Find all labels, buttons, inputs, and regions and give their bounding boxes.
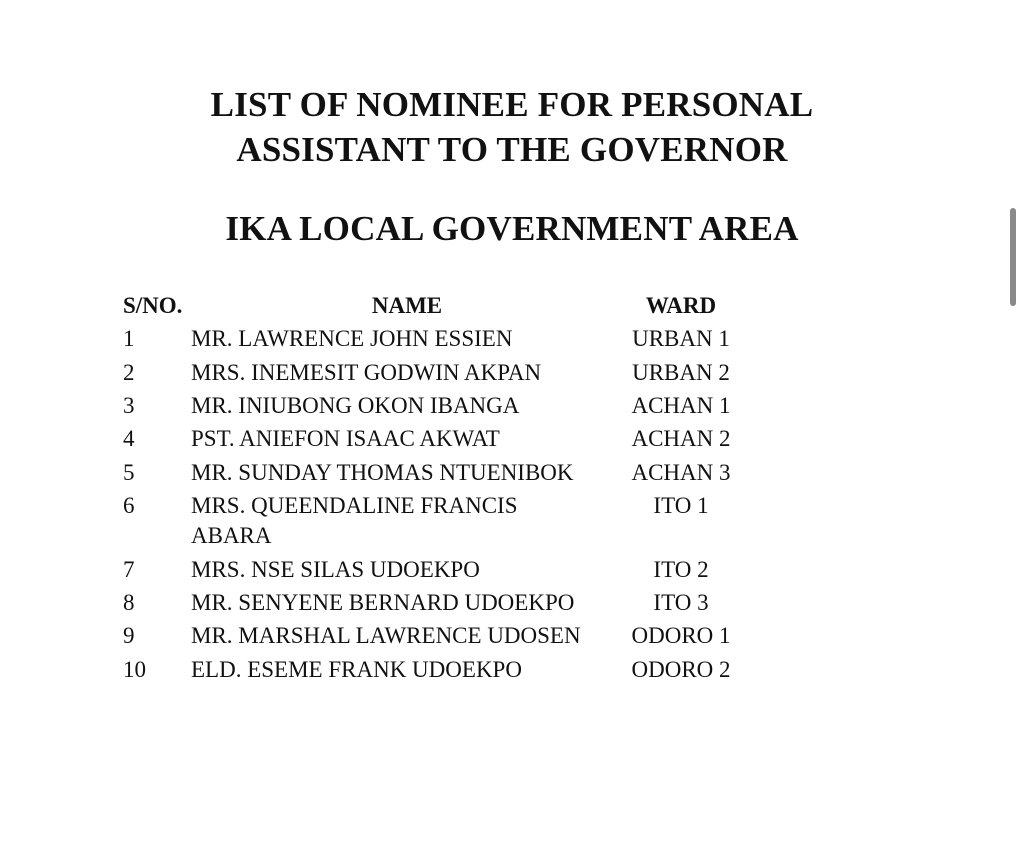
row-sn: 10 [123,657,146,682]
row-ward: ITO 3 [653,590,709,615]
row-sn: 7 [123,557,135,582]
row-sn: 3 [123,393,135,418]
row-name-continuation: ABARA [191,523,272,548]
row-ward: ITO 2 [653,557,709,582]
row-name: MRS. QUEENDALINE FRANCIS [191,493,518,518]
document-title-line-2: ASSISTANT TO THE GOVERNOR [236,130,788,169]
row-name: MR. INIUBONG OKON IBANGA [191,393,520,418]
document-title-line-1: LIST OF NOMINEE FOR PERSONAL [210,85,814,124]
row-ward: ITO 1 [653,493,709,518]
row-ward: URBAN 2 [632,360,730,385]
row-sn: 6 [123,493,135,518]
row-name: MR. LAWRENCE JOHN ESSIEN [191,326,513,351]
row-name: MR. SENYENE BERNARD UDOEKPO [191,590,575,615]
row-ward: ACHAN 3 [631,460,731,485]
row-sn: 2 [123,360,135,385]
header-ward: WARD [645,293,717,318]
document-subtitle: IKA LOCAL GOVERNMENT AREA [225,209,799,248]
row-name: MRS. INEMESIT GODWIN AKPAN [191,360,542,385]
row-sn: 5 [123,460,135,485]
row-ward: ACHAN 2 [631,426,731,451]
row-name: MR. MARSHAL LAWRENCE UDOSEN [191,623,581,648]
row-name: MRS. NSE SILAS UDOEKPO [191,557,480,582]
row-ward: URBAN 1 [632,326,730,351]
row-sn: 4 [123,426,135,451]
row-name: ELD. ESEME FRANK UDOEKPO [191,657,522,682]
row-name: MR. SUNDAY THOMAS NTUENIBOK [191,460,574,485]
header-sn: S/NO. [123,293,183,318]
row-sn: 9 [123,623,135,648]
row-ward: ACHAN 1 [631,393,731,418]
row-ward: ODORO 2 [631,657,731,682]
vertical-scrollbar[interactable] [1010,208,1016,306]
row-sn: 1 [123,326,135,351]
row-sn: 8 [123,590,135,615]
row-ward: ODORO 1 [631,623,731,648]
row-name: PST. ANIEFON ISAAC AKWAT [191,426,500,451]
header-name: NAME [371,293,443,318]
